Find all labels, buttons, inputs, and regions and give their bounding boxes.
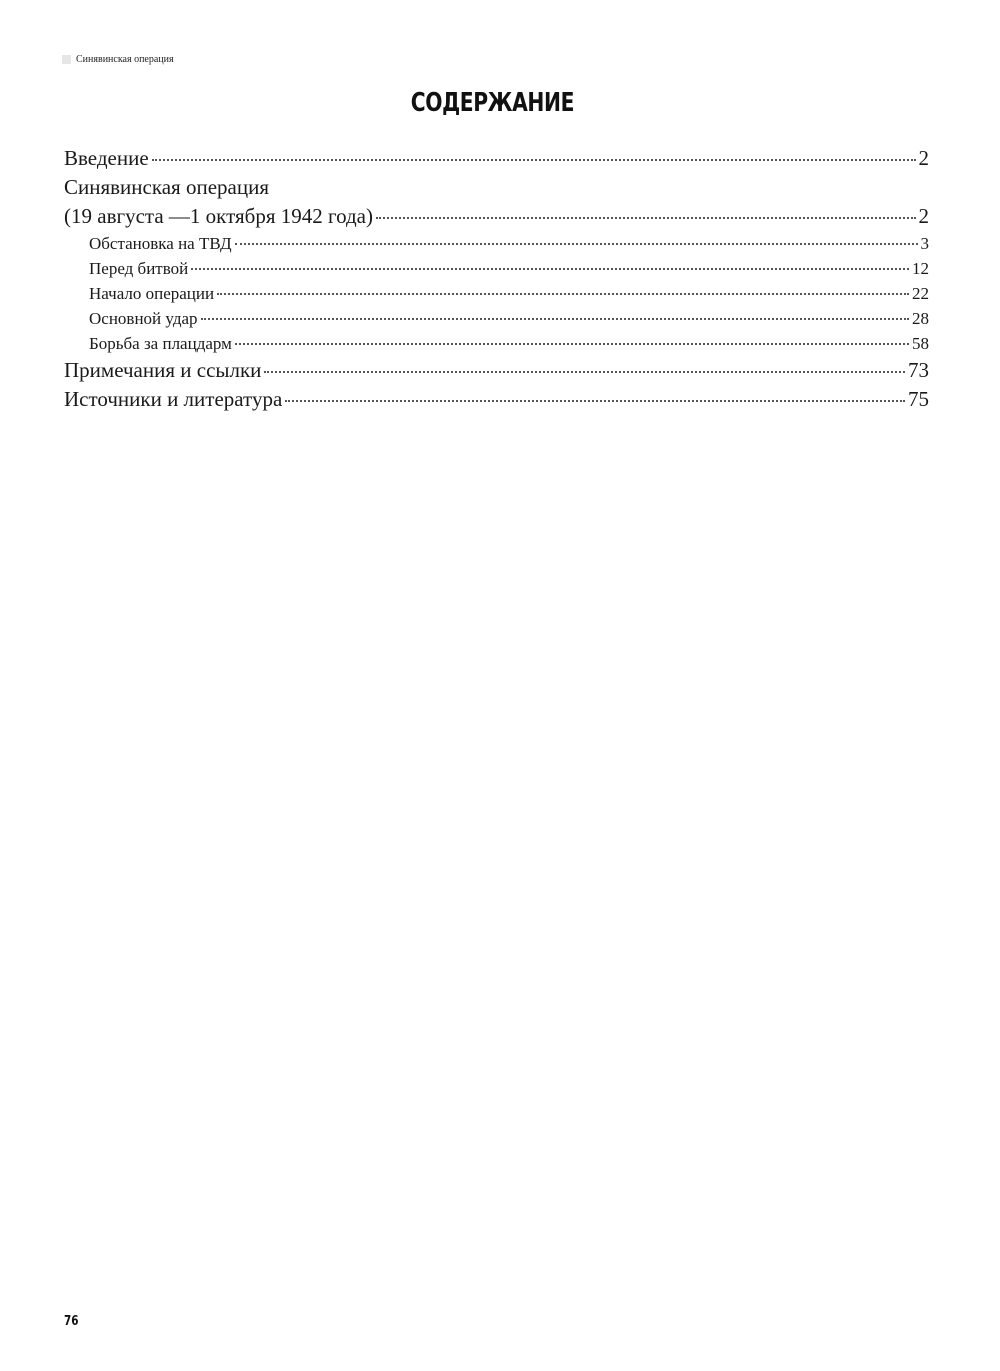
toc-entry-bridgehead[interactable] bbox=[64, 331, 929, 356]
toc-entry-page: 3 bbox=[920, 234, 929, 253]
toc-entry-page: 75 bbox=[908, 387, 929, 411]
dot-leader bbox=[191, 268, 909, 270]
toc-entry-label: Начало операции bbox=[89, 284, 215, 303]
dot-leader bbox=[217, 293, 909, 295]
running-header bbox=[62, 54, 174, 65]
dot-leader bbox=[264, 371, 905, 373]
toc-entry-page: 2 bbox=[918, 146, 929, 170]
dot-leader bbox=[235, 243, 918, 245]
toc-entry-start[interactable] bbox=[64, 281, 929, 306]
toc-entry-label: (19 августа —1 октября 1942 года) bbox=[64, 204, 373, 228]
toc-entry-label: Введение bbox=[64, 146, 149, 170]
toc-entry-page: 22 bbox=[912, 284, 929, 303]
toc-entry-page: 12 bbox=[912, 259, 929, 278]
toc-entry-label: Основной удар bbox=[89, 309, 198, 328]
dot-leader bbox=[201, 318, 909, 320]
toc-entry-operation-heading[interactable] bbox=[64, 173, 929, 202]
toc-entry-label: Синявинская операция bbox=[64, 175, 269, 199]
toc-entry-label: Источники и литература bbox=[64, 387, 283, 411]
toc-entry-intro[interactable] bbox=[64, 144, 929, 173]
toc-entry-notes[interactable] bbox=[64, 356, 929, 385]
table-of-contents bbox=[64, 144, 929, 414]
dot-leader bbox=[285, 400, 905, 402]
toc-entry-label: Борьба за плацдарм bbox=[89, 334, 232, 353]
toc-entry-main-strike[interactable] bbox=[64, 306, 929, 331]
toc-entry-situation[interactable] bbox=[64, 231, 929, 256]
dot-leader bbox=[235, 343, 909, 345]
toc-entry-page: 73 bbox=[908, 358, 929, 382]
dot-leader bbox=[152, 159, 916, 161]
page-number: 76 bbox=[64, 1314, 79, 1329]
running-header-text: Синявинская операция bbox=[76, 54, 174, 65]
toc-entry-page: 2 bbox=[918, 204, 929, 228]
toc-entry-page: 58 bbox=[912, 334, 929, 353]
toc-entry-label: Перед битвой bbox=[89, 259, 189, 278]
toc-entry-operation-dates[interactable] bbox=[64, 202, 929, 231]
toc-entry-sources[interactable] bbox=[64, 385, 929, 414]
toc-entry-page: 28 bbox=[912, 309, 929, 328]
toc-entry-before-battle[interactable] bbox=[64, 256, 929, 281]
toc-entry-label: Обстановка на ТВД bbox=[89, 234, 232, 253]
toc-entry-label: Примечания и ссылки bbox=[64, 358, 262, 382]
dot-leader bbox=[376, 217, 916, 219]
header-marker bbox=[62, 55, 71, 64]
page-title: СОДЕРЖАНИЕ bbox=[410, 88, 575, 118]
